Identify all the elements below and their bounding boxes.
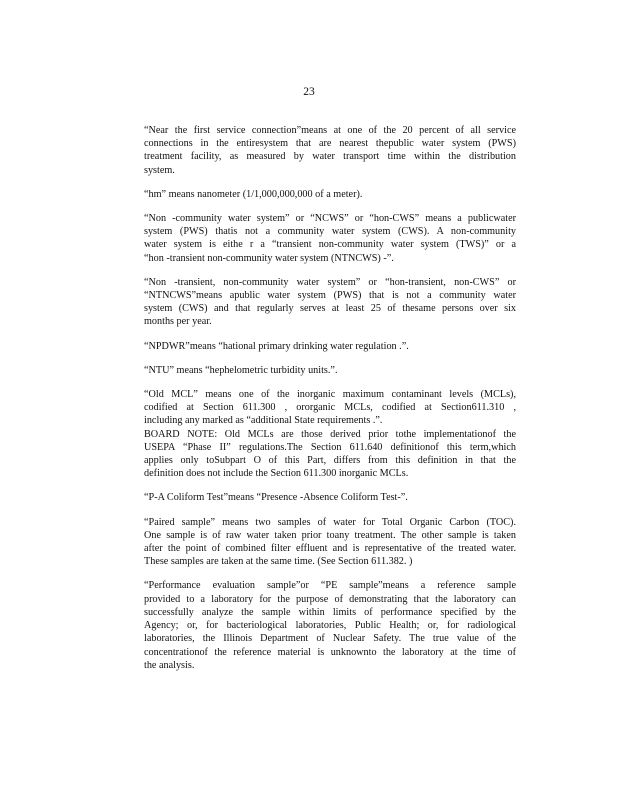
board-note-line: BOARD NOTE: Old MCLs are those derived prior tothe implementationof the bbox=[144, 428, 516, 440]
text-line: “hon -transient non-community water system (NTNCWS) -”. bbox=[144, 252, 394, 264]
text-line: concentrationof the reference material is unknownto the laboratory at the time of bbox=[144, 646, 516, 658]
text-line: “Old MCL” means one of the inorganic maximum contaminant levels (MCLs), bbox=[144, 389, 516, 401]
board-note-line: applies only toSubpart O of this Part, differs from this definition in that the bbox=[144, 455, 516, 467]
definition-ntu bbox=[144, 364, 516, 377]
text-line: connections in the entiresystem that are nearest thepublic water system (PWS) bbox=[144, 138, 516, 150]
text-line: “Non -transient, non-community water system” or “hon-transient, non-CWS” or bbox=[144, 276, 516, 288]
text-line: system. bbox=[144, 164, 175, 176]
text-line: “NPDWR”means “hational primary drinking water regulation .”. bbox=[144, 340, 409, 352]
text-line: laboratories, the Illinois Department of Nuclear Safety. The true value of the bbox=[144, 633, 516, 645]
document-body bbox=[144, 124, 516, 683]
text-line: One sample is of raw water taken prior toany treatment. The other sample is taken bbox=[144, 529, 516, 541]
definition-performance-evaluation-sample bbox=[144, 579, 516, 671]
text-line: These samples are taken at the same time. (See Section 611.382. ) bbox=[144, 556, 413, 568]
text-line: provided to a laboratory for the purpose of demonstrating that the laboratory can bbox=[144, 593, 516, 605]
text-line: “Near the first service connection”means at one of the 20 percent of all service bbox=[144, 125, 516, 136]
definition-paired-sample bbox=[144, 516, 516, 569]
board-note-line: USEPA “Phase II” regulations.The Section 611.640 definitionof this term,which bbox=[144, 441, 516, 453]
text-line: water system is eithe r a “transient non-community water system (TWS)” or a bbox=[144, 239, 516, 251]
page-number: 23 bbox=[303, 86, 315, 98]
text-line: “NTNCWS”means apublic water system (PWS) that is not a community water bbox=[144, 290, 516, 302]
text-line: Agency; or, for bacteriological laboratories, Public Health; or, for radiological bbox=[144, 620, 516, 632]
text-line: after the point of combined filter effluent and is representative of the treated water. bbox=[144, 543, 516, 555]
text-line: successfully analyze the sample within limits of performance specified by the bbox=[144, 606, 516, 618]
definition-pa-coliform-test bbox=[144, 491, 516, 504]
text-line: “NTU” means “hephelometric turbidity units.”. bbox=[144, 364, 338, 376]
text-line: codified at Section 611.300 , ororganic MCLs, codified at Section611.310 , bbox=[144, 402, 516, 414]
text-line: “Paired sample” means two samples of water for Total Organic Carbon (TOC). bbox=[144, 516, 516, 528]
definition-nanometer bbox=[144, 188, 516, 201]
definition-old-mcl bbox=[144, 388, 516, 480]
text-line: “Non -community water system” or “NCWS” or “hon-CWS” means a publicwater bbox=[144, 213, 516, 225]
text-line: including any marked as “additional State requirements .”. bbox=[144, 415, 383, 427]
text-line: “Performance evaluation sample”or “PE sample”means a reference sample bbox=[144, 580, 516, 592]
text-line: system (PWS) thatis not a community water system (CWS). A non-community bbox=[144, 226, 516, 238]
definition-near-first-service-connection bbox=[144, 124, 516, 177]
board-note-line: definition does not include the Section 611.300 inorganic MCLs. bbox=[144, 468, 409, 480]
text-line: months per year. bbox=[144, 316, 212, 328]
text-line: “hm” means nanometer (1/1,000,000,000 of a meter). bbox=[144, 188, 363, 200]
text-line: treatment facility, as measured by water transport time within the distribution bbox=[144, 151, 516, 163]
definition-non-transient-non-community bbox=[144, 276, 516, 329]
text-line: system (CWS) and that regularly serves at least 25 of thesame persons over six bbox=[144, 303, 516, 315]
definition-non-community-water-system bbox=[144, 212, 516, 265]
text-line: the analysis. bbox=[144, 659, 195, 671]
text-line: “P-A Coliform Test”means “Presence -Absence Coliform Test-”. bbox=[144, 492, 408, 504]
definition-npdwr bbox=[144, 340, 516, 353]
